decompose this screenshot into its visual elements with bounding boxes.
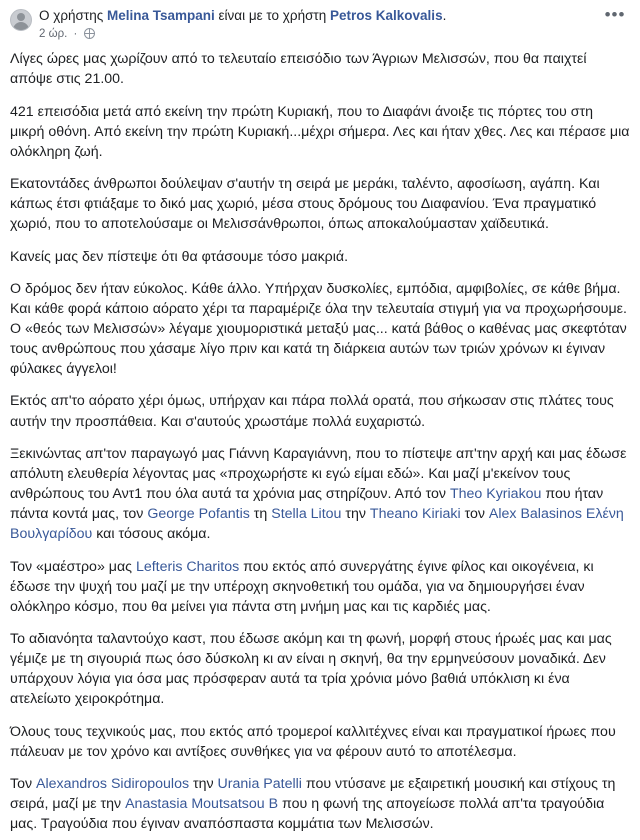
post-paragraph [10,391,630,431]
post-header [10,5,630,47]
post-paragraph [10,629,630,710]
paragraph-text: που η φωνή της απογείωσε πολλά απ'τα τραγούδια μας. Τραγούδια που έγιναν αναπόσπαστα κομμάτια των Μελισσών. [10,796,605,833]
post-paragraph [10,174,630,234]
avatar[interactable] [10,9,32,31]
mention-link[interactable]: Alexandros Sidiropoulos [36,775,190,792]
paragraph-text: τον [460,506,489,523]
mention-link[interactable]: Urania Patelli [217,775,302,792]
paragraph-text: Εκατοντάδες άνθρωποι δούλεψαν σ'αυτήν τη σειρά με μεράκι, ταλέντο, αφοσίωση, αγάπη. Και κάπως έτσι φτιάξαμε το δικό μας χωριό, μέσα στους δρόμους του Διαφανίου. Ένα πραγματικό χωριό, που το αποτελούσαμε οι Μελισσάνθρωποι, όπως αποκαλούμασταν χαϊδευτικά. [10,176,600,233]
byline-prefix: Ο χρήστης [39,8,104,23]
paragraph-text: Κανείς μας δεν πίστεψε ότι θα φτάσουμε τόσο μακριά. [10,248,349,265]
paragraph-text: Το αδιανόητα ταλαντούχο καστ, που έδωσε ακόμη και τη φωνή, μορφή στους ήρωές μας και μας γέμιζε με τη σιγουριά πως όσο δύσκολη κι αν είναι η σκηνή, θα την ερμηνεύσουν μοναδικά. Δεν υπάρχουν λόγια για όσα μας πρόσφεραν αυτά τα τρία χρόνια μόνο βαθιά υπόκλιση κι ένα ατελείωτο χειροκρότημα. [10,631,612,708]
mention-link[interactable]: Stella Litou [271,506,342,523]
post-paragraph [10,774,630,834]
paragraph-text: και τόσους ακόμα. [92,526,211,543]
paragraph-text: την [341,506,370,523]
globe-icon[interactable] [84,28,95,39]
post-paragraph [10,102,630,162]
author-byline [39,8,600,25]
mention-link[interactable]: Lefteris Charitos [135,558,240,575]
mention-link[interactable]: Ελένη Βουλγαρίδου [10,506,624,543]
mention-link[interactable]: Theo Kyriakou [449,486,542,503]
post-paragraph [10,722,630,762]
mention-link[interactable]: Anastasia Moutsatsou B [125,796,279,813]
paragraph-text: την [189,775,218,792]
post-paragraph [10,49,630,89]
post-paragraph [10,444,630,545]
mention-link[interactable]: Alex Balasinos [488,506,582,523]
paragraph-text: που εκτός από συνεργάτης έγινε φίλος και οικογένεια, κι έδωσε την ψυχή του μαζί με την υπέροχη σκηνοθετική του ομάδα, για να δημιουργήσει έναν ολόκληρο κόσμο, που θα μείνει για πάντα στη μνήμη μας και τις καρδιές μας. [10,558,594,615]
paragraph-text: Ο δρόμος δεν ήταν εύκολος. Κάθε άλλο. Υπήρχαν δυσκολίες, εμπόδια, αμφιβολίες, σε κάθε βήμα. Και κάθε φορά κάποιο αόρατο χέρι τα παραμέριζε όλα την τελευταία στιγμή για να προχωρήσουμε. Ο «θεός των Μελισσών» λέγαμε χιουμοριστικά μεταξύ μας... κατά βάθος ο καθένας μας σκεφτόταν τους ανθρώπους που χάσαμε λίγο πριν και κατά τη διάρκεια αυτών των τριών χρόνων κι έγιναν φύλακες άγγελοι! [10,280,627,378]
post-paragraph [10,247,630,267]
post-timestamp-row [39,27,600,41]
paragraph-text: τη [249,506,272,523]
byline-middle: είναι με το χρήστη [218,8,327,23]
paragraph-text: Όλους τους τεχνικούς μας, που εκτός από τρομεροί καλλιτέχνες είναι και πραγματικοί ήρωες που πάλευαν με τον χρόνο και αντίξοες συνθήκες για να φέρουν αυτό το αποτέλεσμα. [10,723,616,760]
post-options-button[interactable] [602,5,628,26]
paragraph-text: που ντύσανε με εξαιρετική μουσική και στίχους τη σειρά, μαζί με την [10,775,616,813]
post-author-name[interactable]: Melina Tsampani [106,8,215,23]
paragraph-text: 421 επεισόδια μετά από εκείνη την πρώτη Κυριακή, που το Διαφάνι άνοιξε τις πόρτες του στη μικρή οθόνη. Από εκείνη την πρώτη Κυριακή...μέχρι σήμερα. Λες και ήταν χθες. Λες και πέρασε μια ολόκληρη ζωή. [10,103,630,160]
ellipsis-icon: ••• [604,5,626,24]
post-body [10,47,630,834]
byline-suffix: . [442,8,447,23]
paragraph-text: Τον «μαέστρο» μας [10,558,136,575]
timestamp-separator: · [73,27,78,40]
paragraph-text: Τον [10,775,37,792]
post-paragraph [10,279,630,380]
mention-link[interactable]: George Pofantis [147,506,250,523]
paragraph-text: Ξεκινώντας απ'τον παραγωγό μας Γιάννη Καραγιάννη, που το πίστεψε απ'την αρχή και μας έδωσε απόλυτη ελευθερία λέγοντας μας «προχωρήστε κι εγώ είμαι εδώ». Και μαζί μ'εκείνον τους ανθρώπους του Αντ1 που όλα αυτά τα χρόνια μας στηρίζουν. Από τον [10,445,627,503]
paragraph-text: Εκτός απ'το αόρατο χέρι όμως, υπήρχαν και πάρα πολλά ορατά, που σήκωσαν στις πλάτες τους αυτήν την προσπάθεια. Και σ'αυτούς χρωστάμε πολλά ευχαριστώ. [10,393,614,430]
paragraph-text: Λίγες ώρες μας χωρίζουν από το τελευταίο επεισόδιο των Άγριων Μελισσών, που θα παιχτεί απόψε στις 21.00. [10,51,587,88]
post-paragraph [10,557,630,617]
mention-link[interactable]: Theano Kiriaki [369,506,461,523]
post-cotagged-name[interactable]: Petros Kalkovalis [330,8,443,23]
post-timestamp[interactable]: 2 ώρ. [39,27,68,40]
paragraph-text: που ήταν πάντα κοντά μας, τον [10,486,604,523]
post-author-line [39,8,630,41]
